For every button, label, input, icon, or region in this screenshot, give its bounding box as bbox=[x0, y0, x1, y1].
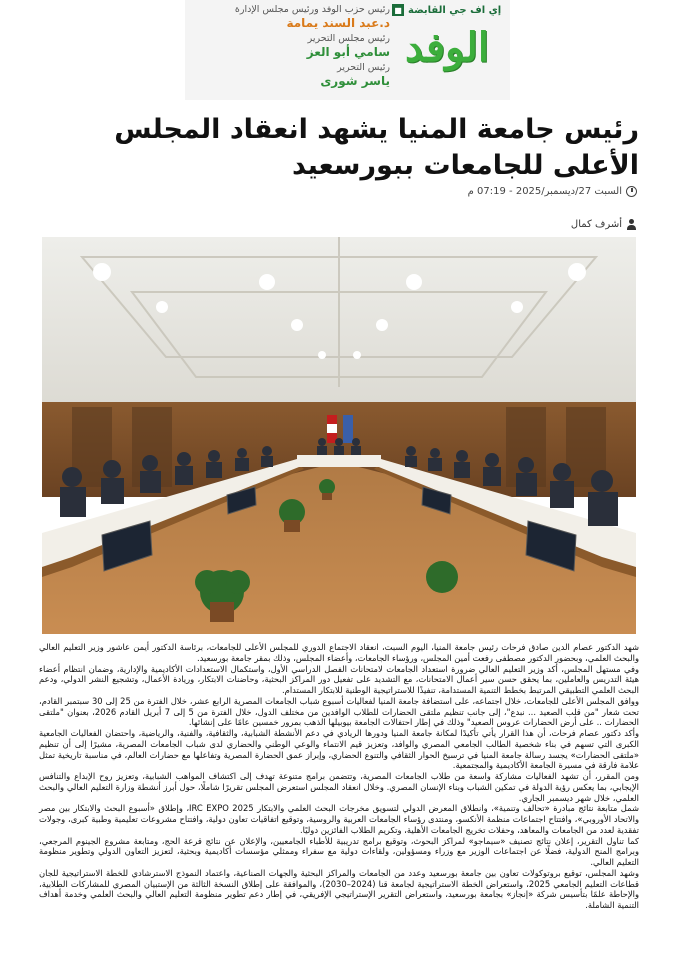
article-paragraph: وأكد دكتور عصام فرحات، أن هذا القرار يأتي تأكيدًا لمكانة جامعة المنيا ودورها الريادي في دعم الأنشطة الشبابية، والثقافية، والفنية، والرياضية، واحتضان الفعاليات الجامعية الكبرى التي تسهم في بناء شخصية الطالب الجامعي المصري والوافد، وتعزيز قيم الانتماء والوعي الوطني والحضاري لدى شباب الجامعات المصرية، مشيرًا إلى أن تنظيم «ملتقى الحضارات» يجسد رسالة جامعة المنيا في ترسيخ الحوار الثقافي والتنوع الحضاري، وإبراز عمق الحضارة المصرية وتفاعلها مع حضارات العالم، في مناسبة تاريخية تمثل علامة فارقة في مسيرة الجامعة الأكاديمية والمجتمعية. bbox=[39, 728, 639, 771]
article-date bbox=[468, 186, 637, 197]
article-date-text: السبت 27/ديسمبر/2025 - 07:19 م bbox=[467, 186, 622, 197]
staff-name: ياسر شورى bbox=[320, 74, 390, 88]
article-paragraph: شمل متابعة نتائج مبادرة «تحالف وتنمية»، وانطلاق المعرض الدولي لتسويق مخرجات البحث العلمي والابتكار IRC EXPO 2025، وإطلاق «أسبوع البحث والابتكار بين مصر والاتحاد الأوروبي»، وافتتاح اجتماعات منظمة الأنكسو، ومنتدى رؤساء الجامعات العربية والروسية، وتوقيع اتفاقيات تعاون دولية، وافتتاح مشروعات تعليمية وطبية كبرى، وجولات تفقدية لعدد من الجامعات والمعاهد، وحفلات تخريج الجامعات الأهلية، وتكريم الطلاب الفائزين دوليًا. bbox=[39, 803, 640, 835]
masthead bbox=[185, 0, 510, 100]
article-headline: رئيس جامعة المنيا يشهد انعقاد المجلس الأعلى للجامعات ببورسعيد bbox=[114, 114, 639, 181]
staff-role: رئيس التحرير bbox=[337, 62, 390, 73]
article-paragraph: وشهد المجلس، توقيع بروتوكولات تعاون بين جامعة بورسعيد وعدد من الجامعات والمراكز البحثية والجهات الصناعية، واعتماد النموذج الاسترشادي للخطة الاستراتيجية للجان قطاعات التعليم الجامعي 2025، واستعراض الخطة الاستراتيجية لجامعة قنا (2024–2030)، والموافقة على إطلاق النسخة الثالثة من الإستبيان المصري للمشاركات الطلابية، والإحاطة علمًا بتأسيس شركة «إنجاز» بجامعة بورسعيد، واستعراض التقرير الإستراتيجي الإفريقي، في إطار دعم تطوير منظومة التعليم العالي والبحث العلمي وخدمة أهداف التنمية الشاملة. bbox=[39, 867, 639, 910]
masthead-staff bbox=[190, 4, 390, 91]
staff-entry bbox=[190, 4, 390, 31]
site-logo[interactable]: الوفد bbox=[404, 24, 490, 71]
article-author[interactable] bbox=[571, 219, 637, 230]
user-icon bbox=[626, 219, 637, 230]
brand-group[interactable] bbox=[392, 4, 502, 70]
article-paragraph: ووافق المجلس الأعلى للجامعات، خلال اجتماعه، على استضافة جامعة المنيا لفعاليات أسبوع شباب الجامعات المصرية الرابع عشر، خلال الفترة من 25 إلى 30 سبتمبر القادم، تحت شعار "من قلب الصعيد ... نبدع"، إلى جانب تنظيم ملتقى الحضارات للطلاب الوافدين من مختلف الدول، خلال الفترة من 5 إلى 7 أبريل القادم 2026، بعنوان "ملتقى الحضارات .. على أرض الحضارات عروس الصعيد" وذلك في إطار احتفالات الجامعة بيوبيلها الذهب بمرور خمسين عامًا على إنشائها. bbox=[39, 695, 640, 728]
group-name bbox=[392, 4, 502, 16]
clock-icon bbox=[626, 186, 637, 197]
article-photo bbox=[42, 237, 636, 634]
meeting-room-illustration bbox=[42, 237, 636, 634]
article-paragraph: كما تناول التقرير، إعلان نتائج تصنيف «سيماجو» لمراكز البحوث، وتوقيع برامج تدريبية للأطباء الجامعيين، والإعلان عن نتائج قرعة الحج، ومتابعة مشروع الجينوم المرجعي، وبرامج المنح الدولية، فضلًا عن اجتماعات الوزير مع وزراء ومسؤولين، ولقاءات دولية مع سفراء وممثلي مؤسسات أكاديمية وبحثية، لتعزيز التعاون الدولي وتطوير منظومة التعليم العالي. bbox=[39, 835, 639, 867]
staff-name: د.عبد السند يمامة bbox=[286, 16, 390, 30]
article-body bbox=[39, 642, 639, 911]
article-paragraph: ومن المقرر، أن تشهد الفعاليات مشاركة واسعة من طلاب الجامعات المصرية، وتتضمن برامج متنوعة تهدف إلى اكتشاف المواهب الشبابية، وتعزيز روح الإبداع والتنافس الإيجابي، بما يعكس رؤية الدولة في تمكين الشباب وبناء الإنسان المصري. وخلال انعقاد المجلس استعرض المجلس تقريرًا شاملًا، حول أبرز أنشطة وزارة التعليم العالي والبحث العلمي، خلال شهر ديسمبر الجاري. bbox=[39, 771, 639, 803]
staff-entry bbox=[190, 33, 390, 60]
group-logo-icon: ■ bbox=[392, 4, 404, 16]
staff-role: رئيس حزب الوفد ورئيس مجلس الإدارة bbox=[234, 4, 390, 15]
article-author-name[interactable]: أشرف كمال bbox=[570, 219, 622, 230]
article-paragraph: شهد الدكتور عصام الدين صادق فرحات رئيس جامعة المنيا، اليوم السبت، انعقاد الاجتماع الدوري للمجلس الأعلى للجامعات، برئاسة الدكتور أيمن عاشور وزير التعليم العالي والبحث العلمي، وبحضور الدكتور مصطفى رفعت أمين المجلس، ورؤساء الجامعات، وأعضاء المجلس، وذلك بمقر جامعة بورسعيد. bbox=[39, 642, 639, 663]
article-paragraph: وفي مستهل المجلس، أكد وزير التعليم العالي ضرورة استعداد الجامعات لامتحانات الفصل الدراسي الأول، واستكمال الاستعدادات الأكاديمية والإدارية، وضمان انتظام أعضاء هيئة التدريس والعاملين، بما يحقق حسن سير أعمال الامتحانات، مع التشديد على تفعيل دور المراكز البحثية، وحاضنات الابتكار، وريادة الأعمال، وتشجيع النشر الدولي، ودعم البحث العلمي التطبيقي المرتبط بخطط التنمية المستدامة، تنفيذًا للاستراتيجية الوطنية للابتكار المستدام. bbox=[39, 663, 639, 695]
group-name-text: إي اف جي القابضة bbox=[408, 4, 502, 16]
staff-name: سامي أبو العز bbox=[306, 45, 390, 59]
staff-role: رئيس مجلس التحرير bbox=[307, 33, 390, 44]
staff-entry bbox=[190, 62, 390, 89]
